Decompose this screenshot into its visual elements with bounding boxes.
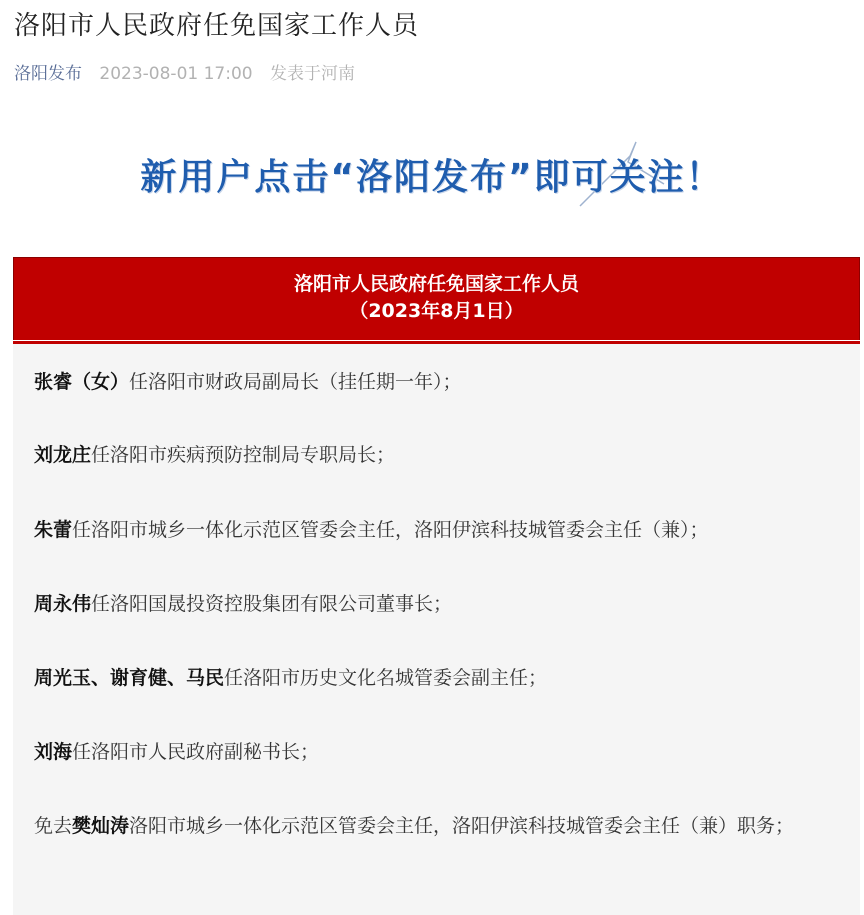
follow-banner-text: 新用户点击“洛阳发布”即可关注！ xyxy=(140,157,724,198)
appointment-entry xyxy=(34,362,839,402)
publish-location: 发表于河南 xyxy=(270,64,356,84)
appointee-name: 朱蕾 xyxy=(34,519,73,541)
header-divider xyxy=(13,340,860,344)
article-title: 洛阳市人民政府任免国家工作人员 xyxy=(14,11,420,41)
appointment-text: 任洛阳市城乡一体化示范区管委会主任，洛阳伊滨科技城管委会主任（兼）； xyxy=(72,519,709,541)
appointment-entry xyxy=(34,435,839,475)
appointee-name: 周光玉、谢育健、马民 xyxy=(34,667,225,689)
appointment-entry xyxy=(34,510,839,550)
removal-prefix: 免去 xyxy=(34,815,73,837)
appointment-text: 任洛阳市财政局副局长（挂任期一年）； xyxy=(129,371,462,393)
account-name-link[interactable]: 洛阳发布 xyxy=(14,64,82,84)
appointment-text: 任洛阳国晟投资控股集团有限公司董事长； xyxy=(91,593,453,615)
removal-entry xyxy=(34,806,839,846)
publish-time: 2023-08-01 17:00 xyxy=(99,64,253,84)
appointee-name: 周永伟 xyxy=(34,593,92,615)
notice-date: （2023年8月1日） xyxy=(349,300,524,322)
appointment-text: 任洛阳市历史文化名城管委会副主任； xyxy=(224,667,548,689)
notice-heading: 洛阳市人民政府任免国家工作人员 xyxy=(293,273,579,295)
appointment-entry xyxy=(34,732,839,772)
appointment-text: 任洛阳市疾病预防控制局专职局长； xyxy=(91,444,396,466)
appointee-name: 张睿（女） xyxy=(34,371,130,393)
appointee-name: 刘海 xyxy=(34,741,73,763)
appointee-name: 刘龙庄 xyxy=(34,444,92,466)
appointee-name: 樊灿涛 xyxy=(72,815,130,837)
appointment-text: 洛阳市城乡一体化示范区管委会主任，洛阳伊滨科技城管委会主任（兼）职务； xyxy=(129,815,795,837)
appointment-entry xyxy=(34,584,839,624)
article-meta xyxy=(14,62,355,86)
appointment-entry xyxy=(34,658,839,698)
appointment-text: 任洛阳市人民政府副秘书长； xyxy=(72,741,320,763)
